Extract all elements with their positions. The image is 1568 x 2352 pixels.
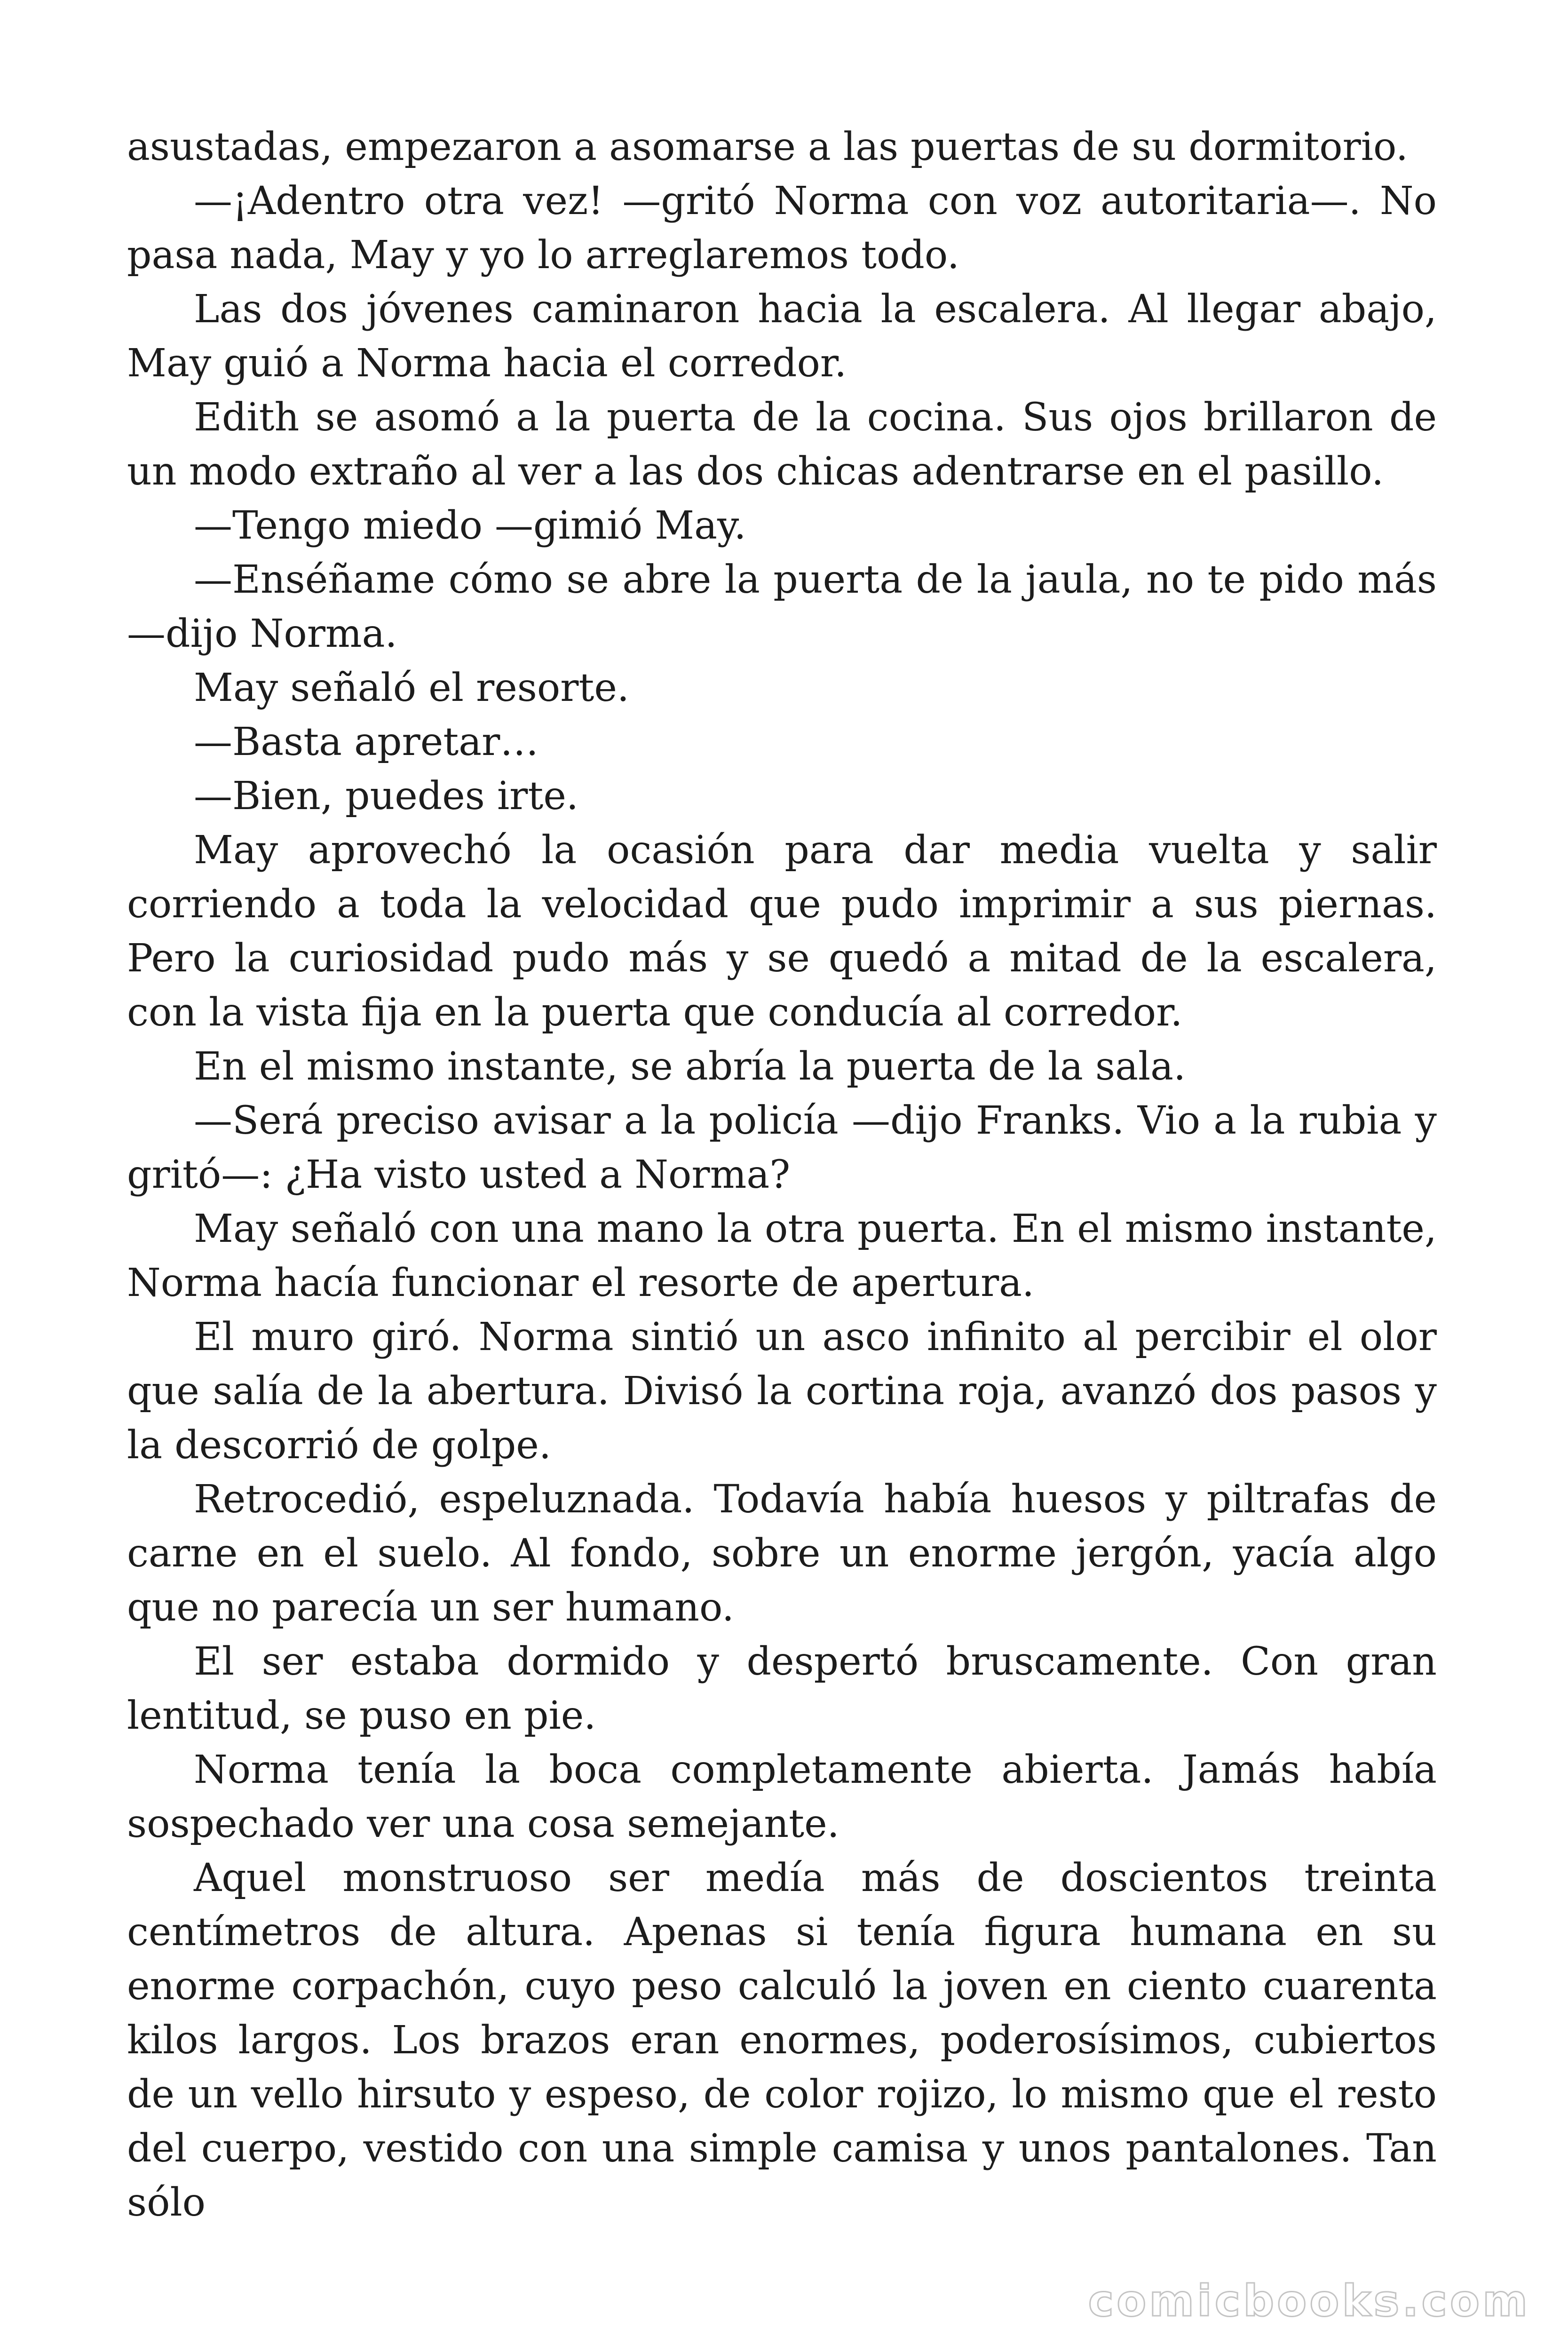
- paragraph: Aquel monstruoso ser medía más de doscientos treinta centímetros de altura. Apenas si tenía figura humana en su enorme corpachón, cuyo peso calculó la joven en ciento cuarenta kilos largos. Los brazos eran enormes, poderosísimos, cubiertos de un vello hirsuto y espeso, de color rojizo, lo mismo que el resto del cuerpo, vestido con una simple camisa y unos pantalones. Tan sólo: [127, 1856, 1437, 2225]
- paragraph: El muro giró. Norma sintió un asco infinito al percibir el olor que salía de la abertura. Divisó la cortina roja, avanzó dos pasos y la descorrió de golpe.: [127, 1315, 1437, 1468]
- paragraph: May señaló el resorte.: [194, 666, 629, 710]
- paragraph: Edith se asomó a la puerta de la cocina. Sus ojos brillaron de un modo extraño al ver a las dos chicas adentrarse en el pasillo.: [127, 395, 1437, 494]
- paragraph: —Basta apretar…: [194, 720, 539, 764]
- page-body: [127, 120, 1437, 2230]
- paragraph: Norma tenía la boca completamente abierta. Jamás había sospechado ver una cosa semejante.: [127, 1748, 1437, 1846]
- paragraph-continuation: asustadas, empezaron a asomarse a las puertas de su dormitorio.: [127, 125, 1408, 169]
- watermark: comicbooks.com: [1088, 2276, 1530, 2326]
- paragraph: May aprovechó la ocasión para dar media vuelta y salir corriendo a toda la velocidad que pudo imprimir a sus piernas. Pero la curiosidad pudo más y se quedó a mitad de la escalera, con la vista fija en la puerta que conducía al corredor.: [127, 828, 1437, 1035]
- paragraph: Las dos jóvenes caminaron hacia la escalera. Al llegar abajo, May guió a Norma hacia el corredor.: [127, 287, 1437, 386]
- paragraph: —Tengo miedo —gimió May.: [194, 503, 746, 548]
- paragraph: May señaló con una mano la otra puerta. En el mismo instante, Norma hacía funcionar el resorte de apertura.: [127, 1207, 1437, 1305]
- paragraph: —Será preciso avisar a la policía —dijo Franks. Vio a la rubia y gritó—: ¿Ha visto usted a Norma?: [127, 1098, 1437, 1197]
- paragraph: Retrocedió, espeluznada. Todavía había huesos y piltrafas de carne en el suelo. Al fondo, sobre un enorme jergón, yacía algo que no parecía un ser humano.: [127, 1477, 1437, 1630]
- paragraph: —Enséñame cómo se abre la puerta de la jaula, no te pido más —dijo Norma.: [127, 557, 1437, 656]
- paragraph: —¡Adentro otra vez! —gritó Norma con voz autoritaria—. No pasa nada, May y yo lo arreglaremos todo.: [127, 179, 1437, 278]
- paragraph: El ser estaba dormido y despertó bruscamente. Con gran lentitud, se puso en pie.: [127, 1639, 1437, 1738]
- paragraph: —Bien, puedes irte.: [194, 774, 578, 818]
- paragraph: En el mismo instante, se abría la puerta de la sala.: [194, 1044, 1186, 1089]
